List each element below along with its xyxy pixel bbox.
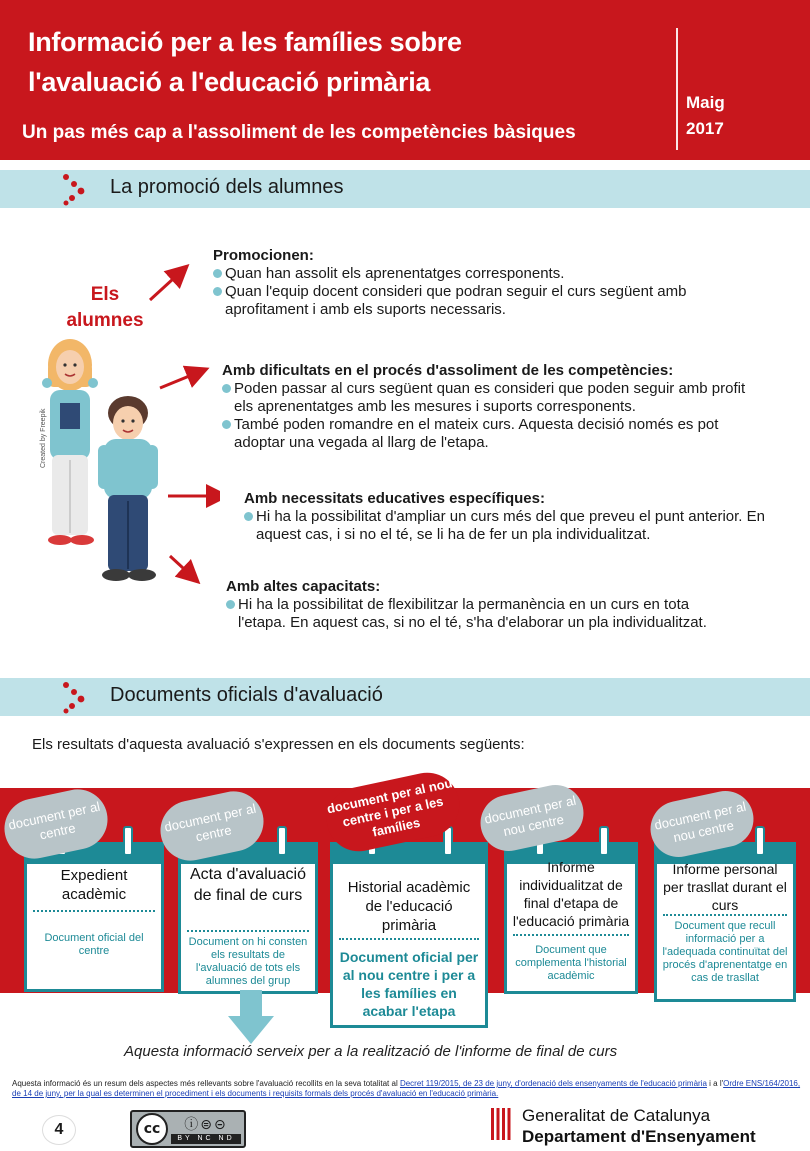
bullet-icon (213, 269, 222, 278)
card-audience-bubble: document per al nou centre i per a les famílies (321, 767, 465, 857)
card-audience-bubble: document per al nou centre (645, 786, 758, 862)
page-title (28, 22, 628, 102)
generalitat-logo (490, 1106, 800, 1150)
bullet-icon (222, 384, 231, 393)
list-item-text: Poden passar al curs següent quan es consideri que poden seguir amb profit els aprenentatges amb les mesures i suports corresponents. (234, 380, 746, 415)
bullet-icon (244, 512, 253, 521)
promotion-block-special-needs (244, 490, 794, 544)
date-year: 2017 (686, 119, 724, 138)
block-heading: Amb altes capacitats: (226, 578, 381, 595)
card-description: Document on hi consten els resultats de l'avaluació de tots els alumnes del grup (188, 936, 308, 987)
list-item-text: Hi ha la possibilitat de flexibilitzar la permanència en un curs en tota l'etapa. En aquest cas, si no el té, s'ha d'elaborar un pla individualitzat. (238, 596, 707, 631)
header-divider (676, 28, 678, 150)
binder-ring (277, 826, 287, 856)
down-arrow-icon (226, 990, 276, 1046)
card-title: Informe personal per trasllat durant el curs (663, 861, 787, 913)
list-item (213, 265, 773, 283)
promotion-block-difficulties (222, 362, 762, 452)
footnote (12, 1079, 802, 1099)
students-label-line-2: alumnes (66, 310, 144, 331)
card-separator (339, 938, 479, 940)
footnote-text: Aquesta informació és un resum dels aspectes més rellevants sobre l'avaluació recollits en la seva totalitat al (12, 1079, 398, 1088)
document-card-evaluation-minutes (178, 842, 318, 994)
page-subtitle: Un pas més cap a l'assoliment de les competències bàsiques (22, 122, 576, 143)
list-item-text: També poden romandre en el mateix curs. Aquesta decisió només es pot adoptar una vegada al llarg de l'etapa. (234, 416, 719, 451)
header-banner (0, 0, 810, 160)
title-line-1: Informació per a les famílies sobre (28, 27, 462, 57)
card-audience-bubble: document per al centre (0, 784, 113, 864)
card-audience-bubble: document per al centre (155, 786, 269, 866)
card-audience-bubble: document per al nou centre (475, 780, 588, 856)
by-nc-nd-icons: ⓘ⊜⊝ (184, 1117, 228, 1133)
binder-ring (599, 826, 609, 856)
flow-note: Aquesta informació serveix per a la realització de l'informe de final de curs (124, 1043, 618, 1060)
order-link[interactable]: Ordre ENS/164/2016, de 14 de juny, per la qual es determinen el procediment i els documents i requisits formals dels procés d'avaluació en l'educació primària. (12, 1079, 801, 1098)
cc-icon: cc (136, 1113, 168, 1145)
branch-arrows (140, 250, 220, 610)
card-description: Document oficial del centre (44, 932, 144, 957)
card-title: Expedient acadèmic (60, 867, 128, 903)
card-separator (187, 930, 309, 932)
card-separator (513, 934, 629, 936)
document-card-academic-history (330, 842, 488, 1028)
date-month: Maig (686, 93, 725, 112)
creative-commons-badge (130, 1110, 246, 1148)
card-description: Document que complementa l'historial acadèmic (515, 944, 627, 982)
list-item-text: Quan l'equip docent consideri que podran seguir el curs següent amb aprofitament i amb els suports necessaris. (225, 283, 687, 318)
list-item (222, 380, 762, 416)
card-title: Acta d'avaluació de final de curs (189, 866, 306, 904)
block-heading: Promocionen: (213, 247, 314, 264)
card-description: Document que recull informació per a l'adequada continuïtat del procés d'aprenentatge en cas de trasllat (662, 920, 788, 984)
document-card-individual-report (504, 842, 638, 994)
title-line-2: l'avaluació a l'educació primària (28, 67, 431, 97)
image-credit: Created by Freepik (40, 408, 47, 468)
section-title-documents: Documents oficials d'avaluació (110, 684, 383, 706)
list-item-text: Quan han assolit els aprenentatges corresponents. (225, 265, 565, 282)
document-card-academic-record (24, 842, 164, 992)
bullet-icon (226, 600, 235, 609)
list-item-text: Hi ha la possibilitat d'ampliar un curs més del que preveu el punt anterior. En aquest cas, i si no el té, se li ha de fer un pla individualitzat. (256, 508, 765, 543)
card-description: Document oficial per al nou centre i per a les famílies en acabar l'etapa (339, 949, 479, 1019)
card-separator (33, 910, 155, 912)
org-name: Generalitat de Catalunya (522, 1106, 711, 1125)
license-icons (168, 1114, 244, 1144)
students-label-line-1: Els (90, 284, 120, 305)
binder-ring (755, 826, 765, 856)
card-title: Informe individualitzat de final d'etapa de l'educació primària (512, 859, 630, 929)
list-item (213, 283, 773, 319)
block-heading: Amb dificultats en el procés d'assoliment de les competències: (222, 362, 674, 379)
list-item (226, 596, 726, 632)
binder-ring (123, 826, 133, 856)
department-name: Departament d'Ensenyament (522, 1127, 756, 1146)
list-item (244, 508, 794, 544)
bullet-icon (213, 287, 222, 296)
senyera-emblem-icon (490, 1106, 512, 1142)
promotion-block-promote (213, 247, 773, 319)
dots-icon (60, 680, 90, 714)
documents-intro: Els resultats d'aquesta avaluació s'expressen en els documents següents: (32, 736, 525, 753)
page-number: 4 (42, 1115, 76, 1145)
section-title-promotion: La promoció dels alumnes (110, 176, 344, 198)
bullet-icon (222, 420, 231, 429)
list-item (222, 416, 762, 452)
section-bar-promotion (0, 170, 810, 208)
document-card-transfer-report (654, 842, 796, 1002)
decree-link[interactable]: Decret 119/2015, de 23 de juny, d'ordenació dels ensenyaments de l'educació primària (399, 1079, 707, 1088)
license-terms: BY NC ND (171, 1134, 241, 1144)
footnote-text: i a l' (709, 1079, 724, 1088)
section-bar-documents (0, 678, 810, 716)
card-separator (663, 914, 787, 916)
card-title: Historial acadèmic de l'educació primària (347, 879, 471, 934)
block-heading: Amb necessitats educatives específiques: (244, 490, 545, 507)
promotion-block-high-abilities (226, 578, 726, 632)
publication-date (686, 90, 725, 142)
dots-icon (60, 172, 90, 206)
